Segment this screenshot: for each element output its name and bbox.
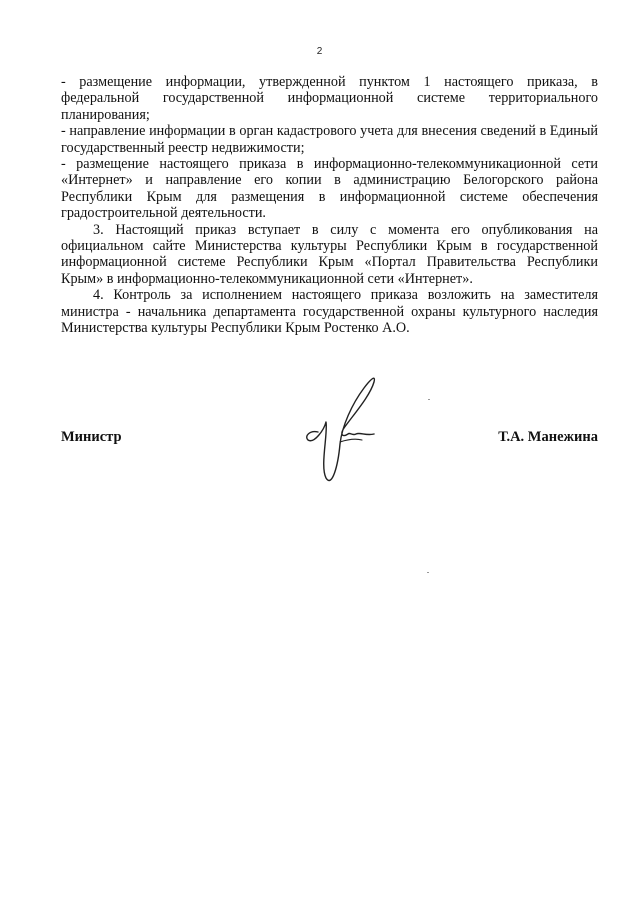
signer-name: Т.А. Манежина	[498, 429, 598, 445]
scan-speck	[428, 399, 430, 400]
paragraph-clause-4: 4. Контроль за исполнением настоящего приказа возложить на заместителя министра - начальника департамента государственной охраны культурного наследия Министерства культуры Республики Крым Ростенко А.О.	[61, 287, 598, 337]
paragraph-item: - направление информации в орган кадастрового учета для внесения сведений в Единый государственный реестр недвижимости;	[61, 123, 598, 156]
paragraph-clause-3: 3. Настоящий приказ вступает в силу с момента его опубликования на официальном сайте Министерства культуры Республики Крым в государственной информационной системе Республики Крым «Портал Правительства Республики Крым» в информационно-телекоммуникационной сети «Интернет».	[61, 221, 598, 287]
document-body	[61, 74, 598, 337]
page-number: 2	[316, 46, 323, 57]
paragraph-item: - размещение информации, утвержденной пунктом 1 настоящего приказа, в федеральной государственной информационной системе территориального планирования;	[61, 74, 598, 123]
scan-speck	[427, 572, 429, 573]
signer-title: Министр	[61, 429, 122, 445]
paragraph-item: - размещение настоящего приказа в информационно-телекоммуникационной сети «Интернет» и направление его копии в администрацию Белогорского района Республики Крым для размещения в информационной системе обеспечения градостроительной деятельности.	[61, 156, 598, 222]
signature-block	[61, 429, 598, 449]
